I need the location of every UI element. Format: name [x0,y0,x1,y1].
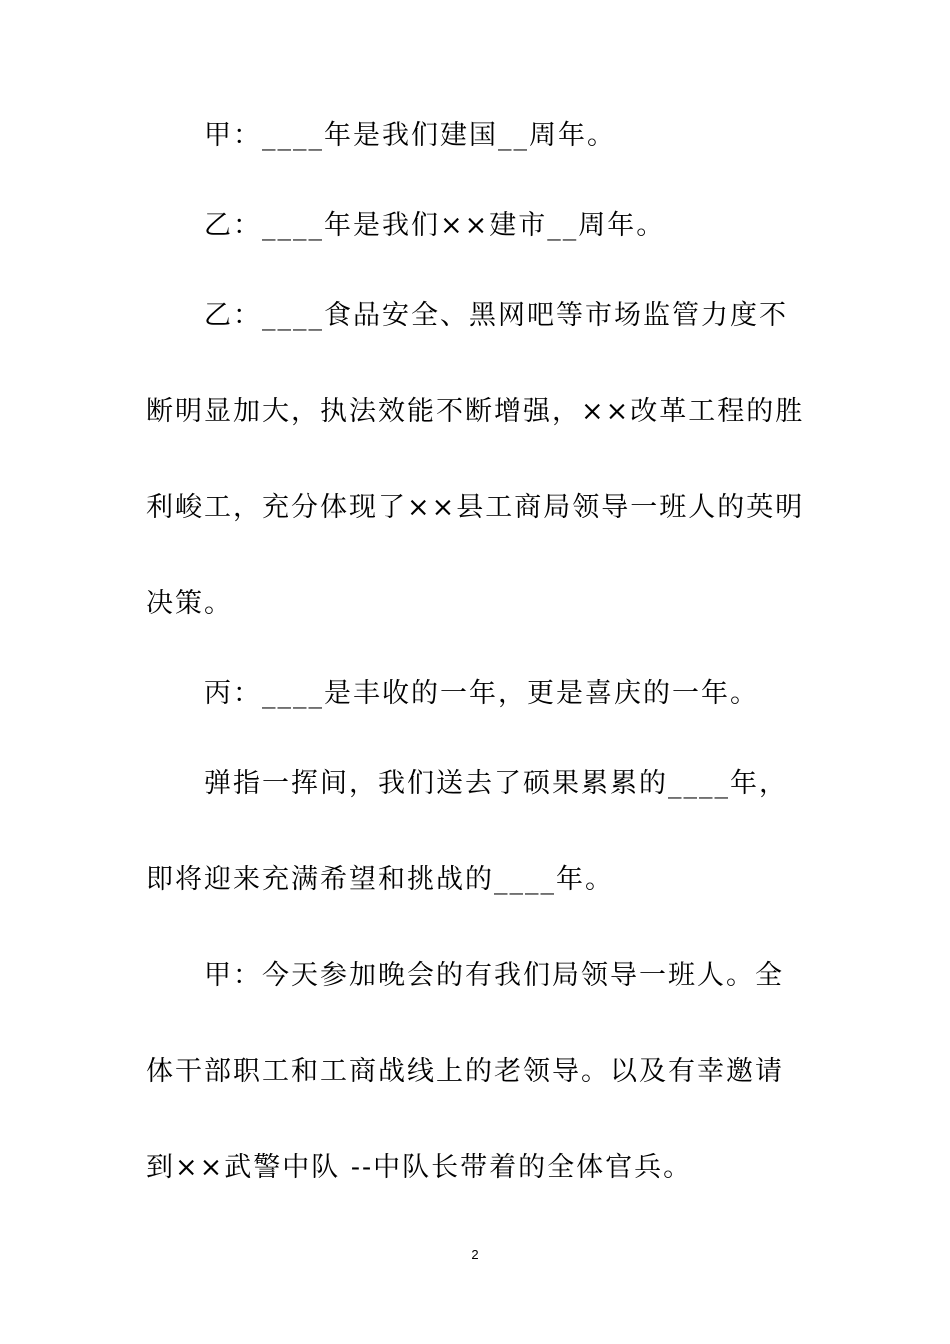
page-number: 2 [471,1247,479,1262]
paragraph-5: 弹指一挥间，我们送去了硕果累累的____年，即将迎来充满希望和挑战的____年。 [146,768,788,895]
paragraph-2: 乙：____年是我们××建市__周年。 [204,210,666,241]
paragraph-1: 甲：____年是我们建国__周年。 [204,120,616,151]
document-body [146,116,806,1216]
paragraph-3: 乙：____食品安全、黑网吧等市场监管力度不断明显加大，执法效能不断增强，××改革工程的胜利峻工，充分体现了××县工商局领导一班人的英明决策。 [146,300,805,619]
paragraph-4: 丙：____是丰收的一年，更是喜庆的一年。 [204,678,759,709]
paragraph-6: 甲：今天参加晚会的有我们局领导一班人。全体干部职工和工商战线上的老领导。以及有幸邀请到××武警中队 --中队长带着的全体官兵。 [146,960,784,1183]
